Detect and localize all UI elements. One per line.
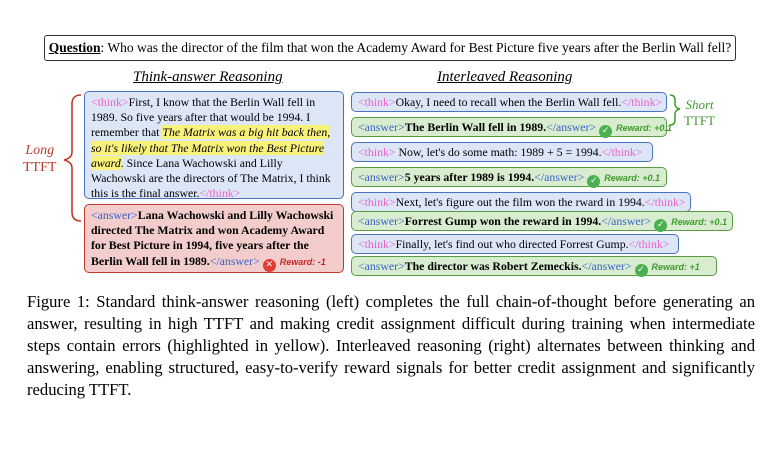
long-ttft-brace	[64, 95, 81, 221]
question-label: Question	[48, 40, 101, 55]
think-text-part2: . Since Lana Wachowski and Lilly Wachowski are the directors of The Matrix, I think this is the final answer.	[91, 155, 331, 201]
long-ttft-label: Long TTFT	[23, 143, 57, 175]
right-answer-2: <answer>5 years after 1989 is 1994.</answer> ✓ Reward: +0.1	[351, 167, 667, 187]
left-answer-text: Lana Wachowski and Lilly Wachowski directed The Matrix and won Academy Award for Best Picture in 1994, five years after the Berlin Wall fell in 1989.	[91, 208, 334, 268]
right-think-4: <think>Finally, let's find out who directed Forrest Gump.</think>	[351, 234, 679, 254]
left-answer-box	[84, 204, 344, 273]
check-circle-icon: ✓	[635, 264, 648, 277]
reward-label: Reward: +1	[651, 262, 700, 272]
heading-interleaved: Interleaved Reasoning	[437, 69, 573, 85]
answer-open-tag: <answer>	[91, 208, 138, 222]
think-open-tag: <think>	[91, 95, 129, 109]
right-answer-3: <answer>Forrest Gump won the reward in 1994.</answer> ✓ Reward: +0.1	[351, 211, 733, 231]
right-think-2: <think> Now, let's do some math: 1989 + 5 = 1994.</think>	[351, 142, 653, 162]
reward-label: Reward: +0.1	[604, 173, 661, 183]
right-think-1: <think>Okay, I need to recall when the Berlin Wall fell.</think>	[351, 92, 667, 112]
question-box	[44, 35, 736, 61]
right-answer-4: <answer>The director was Robert Zemeckis.</answer> ✓ Reward: +1	[351, 256, 717, 276]
question-text: : Who was the director of the film that won the Academy Award for Best Picture five years after the Berlin Wall fell?	[100, 40, 732, 55]
x-circle-icon: ✕	[263, 259, 276, 272]
reward-label: Reward: +0.1	[671, 217, 727, 227]
heading-think-answer: Think-answer Reasoning	[133, 69, 283, 85]
reward-label: Reward: -1	[279, 256, 326, 267]
think-text-part1: First, I know that the Berlin Wall fell in 1989. So five years after that would be 1994. I remember that	[91, 95, 316, 140]
left-think-box	[84, 91, 344, 199]
check-circle-icon: ✓	[587, 175, 600, 188]
right-answer-1: <answer>The Berlin Wall fell in 1989.</answer> ✓ Reward: +0.1	[351, 117, 667, 137]
answer-close-tag: </answer>	[209, 253, 260, 268]
check-circle-icon: ✓	[599, 125, 612, 138]
figure-caption: Figure 1: Standard think-answer reasoning (left) completes the full chain-of-thought before generating an answer, resulting in high TTFT and making credit assignment difficult during training when intermediate steps contain errors (highlighted in yellow). Interleaved reasoning (right) alternates between thinking and answering, enabling structured, easy-to-verify reward signals for better credit assignment and significantly reducing TTFT.	[27, 292, 755, 399]
short-ttft-label: Short TTFT	[684, 97, 716, 128]
think-close-tag: </think>	[199, 186, 241, 201]
check-circle-icon: ✓	[654, 219, 667, 232]
reward-label: Reward: +0.1	[616, 123, 672, 133]
right-think-3: <think>Next, let's figure out the film won the rward in 1994.</think>	[351, 192, 691, 212]
highlighted-error: The Matrix was a big hit back then, so it's likely that The Matrix won the Best Picture award	[91, 125, 331, 170]
